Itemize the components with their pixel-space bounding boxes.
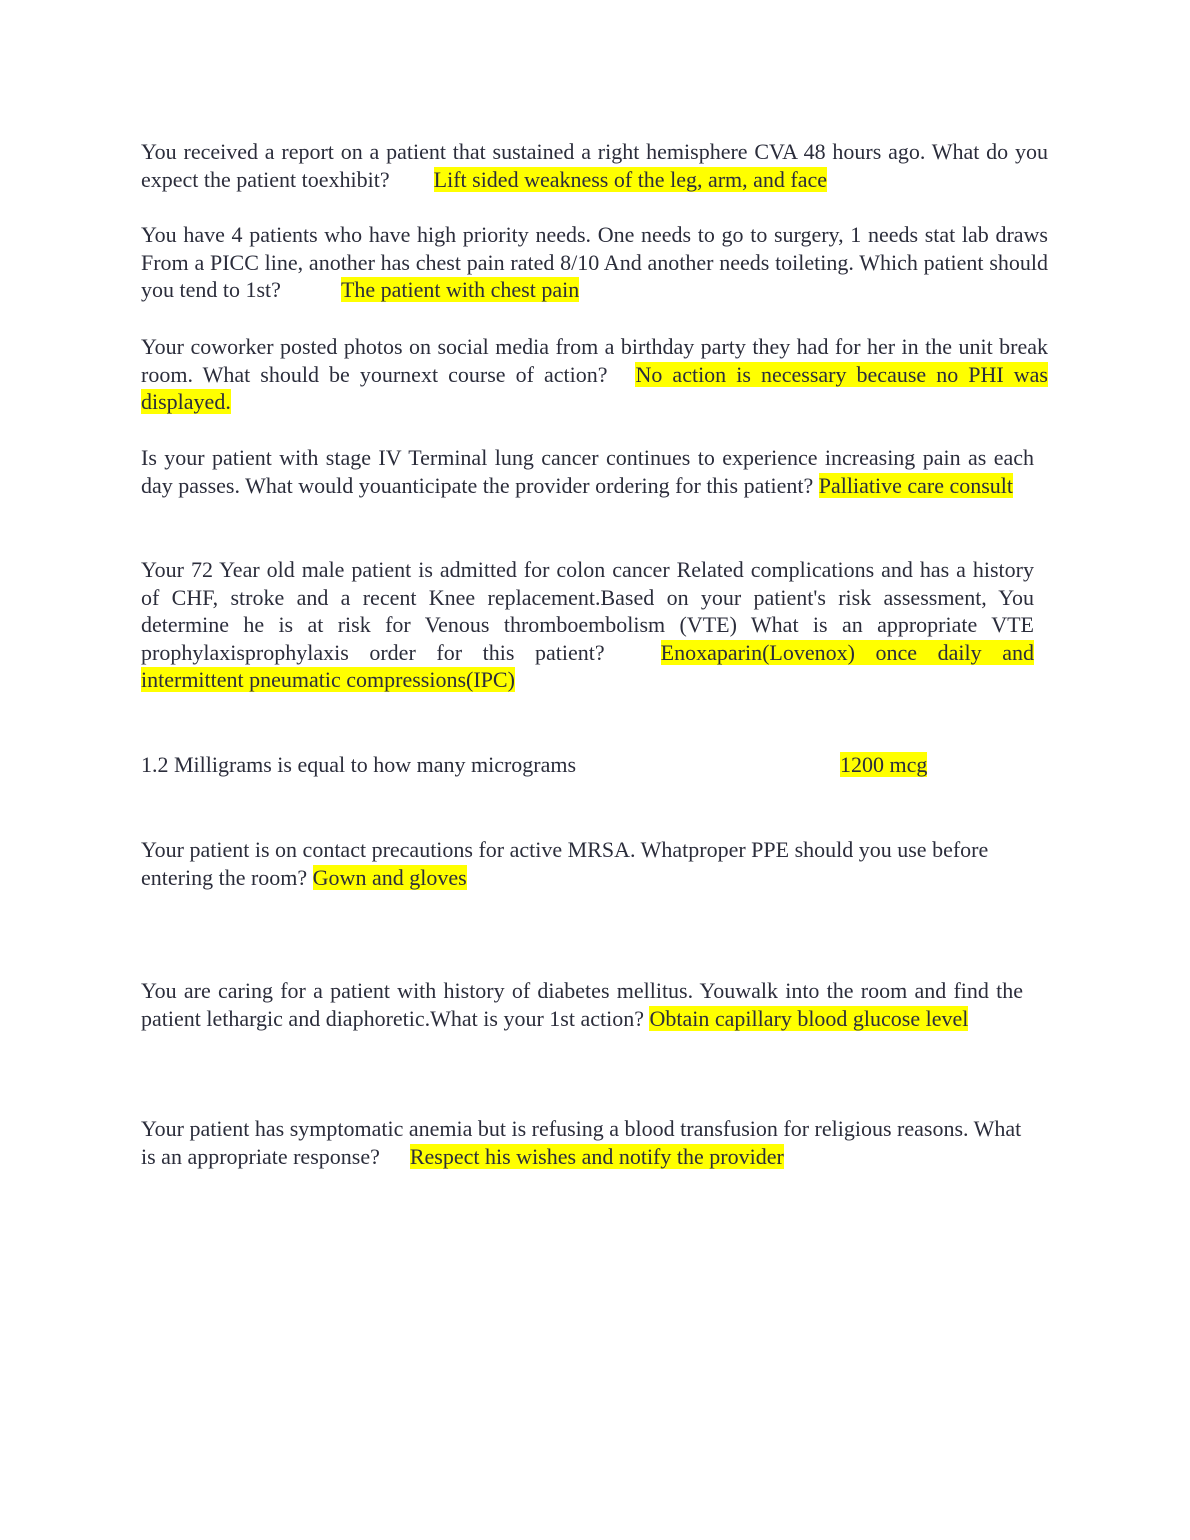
question-text: You are caring for a patient with history of diabetes mellitus. Youwalk into the room and find the patient lethargic and diaphoretic.What is your 1st action? [141,978,1023,1031]
question-text: Is your patient with stage IV Terminal lung cancer continues to experience increasing pain as each day passes. What would youanticipate the provider ordering for this patient? [141,445,1034,498]
question-block-9 [141,1115,1031,1170]
question-text: Your coworker posted photos on social media from a birthday party they had for her in the unit break room. What should be yournext course of action? [141,334,1048,387]
answer-highlight: Palliative care consult [818,472,1014,498]
answer-highlight: No action is necessary because no PHI was displayed. [141,361,1048,414]
question-block-3 [141,333,1048,416]
question-block-6 [141,751,576,779]
question-text: Your 72 Year old male patient is admitted for colon cancer Related complications and has a history of CHF, stroke and a recent Knee replacement.Based on your patient's risk assessment, You determine he is at risk for Venous thromboembolism (VTE) What is an appropriate VTE prophylaxisprophylaxis order for this patient? [141,557,1034,665]
answer-highlight: Lift sided weakness of the leg, arm, and face [433,166,828,192]
question-text: 1.2 Milligrams is equal to how many micrograms [141,752,577,777]
question-text: You have 4 patients who have high priority needs. One needs to go to surgery, 1 needs stat lab draws From a PICC line, another has chest pain rated 8/10 And another needs toileting. Which patient should you tend to 1st? [141,222,1048,302]
answer-highlight: 1200 mcg [840,752,928,777]
question-block-4 [141,444,1034,499]
answer-highlight: Gown and gloves [312,864,467,890]
answer-block-6 [840,751,927,779]
question-text: Your patient is on contact precautions for active MRSA. Whatproper PPE should you use before entering the room? [141,837,989,890]
question-text: Your patient has symptomatic anemia but is refusing a blood transfusion for religious reasons. What is an appropriate response? [141,1116,1022,1169]
question-block-1 [141,138,1048,193]
question-block-8 [141,977,1023,1032]
question-block-7 [141,836,1001,891]
answer-highlight: Respect his wishes and notify the provider [409,1143,784,1169]
answer-highlight: The patient with chest pain [340,277,580,302]
question-block-2 [141,221,1048,304]
answer-highlight: Enoxaparin(Lovenox) once daily and intermittent pneumatic compressions(IPC) [141,639,1035,692]
question-block-5 [141,556,1034,694]
question-text: You received a report on a patient that sustained a right hemisphere CVA 48 hours ago. What do you expect the patient toexhibit? [141,139,1048,192]
answer-highlight: Obtain capillary blood glucose level [649,1005,969,1031]
